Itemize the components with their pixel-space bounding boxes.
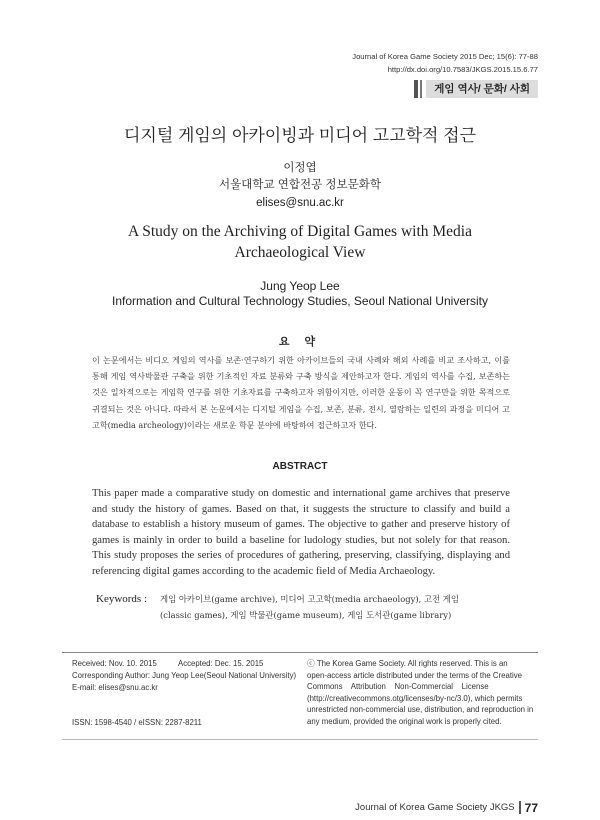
journal-citation: Journal of Korea Game Society 2015 Dec; 15(6): 77-88 — [352, 52, 538, 61]
corresponding-email: E-mail: elises@snu.ac.kr — [72, 683, 158, 692]
license-notice — [307, 658, 538, 727]
title-en-line1: A Study on the Archiving of Digital Games with Media — [128, 223, 472, 240]
keywords-label: Keywords : — [96, 593, 148, 605]
info-top-rule — [62, 652, 538, 653]
received-date: Received: Nov. 10. 2015 — [72, 659, 157, 668]
license-line: ⓒ The Korea Game Society. All rights reserved. This is an — [307, 659, 508, 668]
license-line: any medium, provided the original work is properly cited. — [307, 716, 502, 726]
accepted-date: Accepted: Dec. 15. 2015 — [178, 659, 264, 668]
corresponding-author: Corresponding Author: Jung Yeop Lee(Seoul National University) — [72, 671, 297, 680]
title-en-line2: Archaeological View — [234, 244, 366, 261]
abstract-ko-text: 이 논문에서는 비디오 게임의 역사를 보존·연구하기 위한 아카이브들의 국내 사례와 해외 사례를 비교 조사하고, 이를 통해 게임 역사박물관 구축을 위한 기초적인 자료 분류와 구축 방식을 제안하고자 한다. 게임의 역사를 수집, 보존하는 것은 일차적으로는 게임학 연구를 위한 기초자료를 구축하고자 위함이지만, 이러한 운동이 꼭 연구만을 위한 목적으로 귀결되는 것은 아니다. 따라서 본 논문에서는 디지털 게임을 수집, 보존, 분류, 전시, 열람하는 일련의 과정을 미디어 고고학(media archeology)이라는 새로운 학문 분야에 바탕하여 접근하고자 한다. — [92, 355, 510, 430]
keywords-line1: 게임 아카이브(game archive), 미디어 고고학(media archaeology), 고전 게임 — [160, 594, 459, 604]
abstract-ko-heading: 요 약 — [278, 336, 322, 348]
keywords-list — [160, 591, 500, 623]
section-tag-label: 게임 역사/ 문화/ 사회 — [426, 80, 538, 98]
author-affiliation-ko: 서울대학교 연합전공 정보문화학 — [219, 179, 381, 191]
footer-separator — [519, 801, 521, 814]
doi-link[interactable]: http://dx.doi.org/10.7583/JKGS.2015.15.6.77 — [387, 65, 538, 74]
keywords-line2: (classic games), 게임 박물관(game museum), 게임 도서관(game library) — [160, 610, 452, 620]
license-line: open-access article distributed under the terms of the Creative — [307, 670, 522, 680]
page-footer — [355, 800, 538, 815]
paper-title-en — [0, 221, 600, 263]
footer-journal: Journal of Korea Game Society JKGS — [355, 802, 515, 813]
page-number: 77 — [524, 800, 538, 815]
tag-bar-thin — [420, 80, 422, 98]
license-line: Commons Attribution Non-Commercial License — [307, 682, 489, 691]
author-name-ko: 이정엽 — [283, 162, 317, 174]
abstract-en-heading: ABSTRACT — [272, 461, 328, 472]
issn: ISSN: 1598-4540 / eISSN: 2287-8211 — [72, 718, 202, 727]
info-bottom-rule — [62, 739, 538, 740]
abstract-en-text: This paper made a comparative study on domestic and international game archives that preserve and study the history of games. Based on that, it suggests the structure to classify and build a database to establish a history museum of games. The objective to gather and preserve history of games is mainly in order to build a baseline for ludology studies, but not solely for that reason. This study proposes the series of procedures of gathering, preserving, classifying, displaying and referencing digital games according to the academic field of Media Archaeology. — [92, 488, 510, 577]
tag-bar — [414, 80, 418, 98]
paper-title-ko: 디지털 게임의 아카이빙과 미디어 고고학적 접근 — [123, 126, 477, 145]
section-tag — [414, 80, 538, 98]
license-line: (http://creativecommons.otg/licenses/by-nc/3.0), which permits — [307, 693, 523, 703]
license-line: unrestricted non-commercial use, distribution, and reproduction in — [307, 705, 534, 714]
author-name-en: Jung Yeop Lee — [260, 279, 340, 293]
author-affiliation-en: Information and Cultural Technology Studies, Seoul National University — [112, 294, 488, 308]
author-email: elises@snu.ac.kr — [256, 197, 344, 209]
